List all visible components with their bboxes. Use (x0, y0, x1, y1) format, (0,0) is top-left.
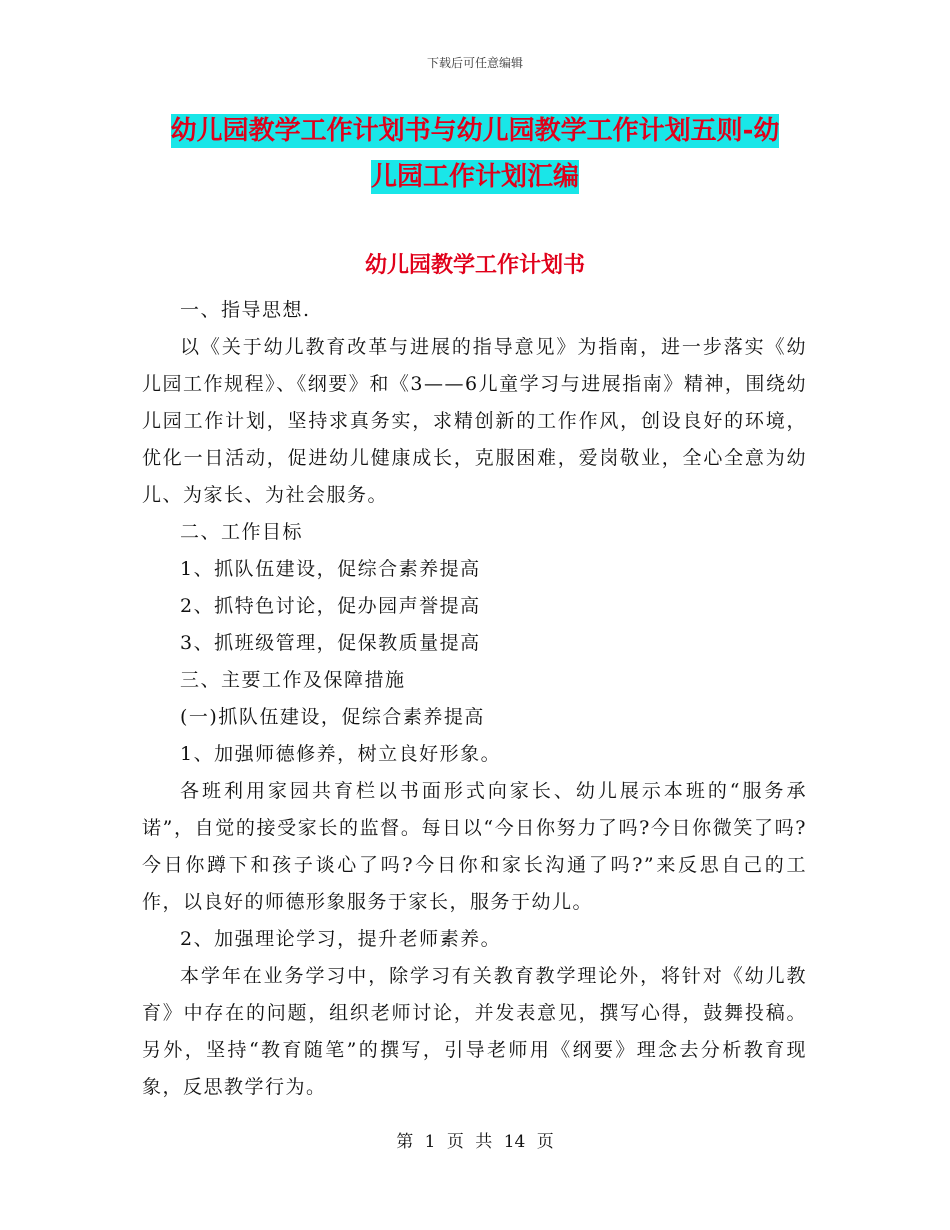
header-note: 下载后可任意编辑 (426, 56, 523, 70)
document-title-line-1: 幼儿园教学工作计划书与幼儿园教学工作计划五则-幼 (170, 116, 780, 146)
document-title (140, 108, 810, 200)
list-item: 2、加强理论学习，提升老师素养。 (180, 928, 502, 950)
body-text (142, 292, 807, 1106)
list-item: 3、抓班级管理，促保教质量提高 (180, 632, 481, 654)
paragraph-heading-2: 二、工作目标 (180, 521, 304, 543)
document-title-line-2: 儿园工作计划汇编 (370, 162, 579, 192)
section-title: 幼儿园教学工作计划书 (364, 253, 585, 278)
list-item: 1、加强师德修养，树立良好形象。 (180, 743, 502, 765)
list-item: 1、抓队伍建设，促综合素养提高 (180, 558, 481, 580)
page-footer: 第 1 页 共 14 页 (396, 1132, 554, 1152)
paragraph: 各班利用家园共育栏以书面形式向家长、幼儿展示本班的“服务承诺”，自觉的接受家长的监督。每日以“今日你努力了吗?今日你微笑了吗?今日你蹲下和孩子谈心了吗?今日你和家长沟通了吗?”来反思自己的工作，以良好的师德形象服务于家长，服务于幼儿。 (142, 780, 807, 913)
paragraph-heading-3: 三、主要工作及保障措施 (180, 669, 406, 691)
paragraph: 本学年在业务学习中，除学习有关教育教学理论外，将针对《幼儿教育》中存在的问题，组织老师讨论，并发表意见，撰写心得，鼓舞投稿。另外，坚持“教育随笔”的撰写，引导老师用《纲要》理念去分析教育现象，反思教学行为。 (142, 965, 807, 1098)
paragraph: 以《关于幼儿教育改革与进展的指导意见》为指南，进一步落实《幼儿园工作规程》、《纲要》和《3——6儿童学习与进展指南》精神，围绕幼儿园工作计划，坚持求真务实，求精创新的工作作风，创设良好的环境，优化一日活动，促进幼儿健康成长，克服困难，爱岗敬业，全心全意为幼儿、为家长、为社会服务。 (142, 336, 807, 506)
paragraph-heading-1: 一、指导思想. (180, 299, 311, 321)
subsection-heading: (一)抓队伍建设，促综合素养提高 (180, 706, 485, 728)
list-item: 2、抓特色讨论，促办园声誉提高 (180, 595, 481, 617)
